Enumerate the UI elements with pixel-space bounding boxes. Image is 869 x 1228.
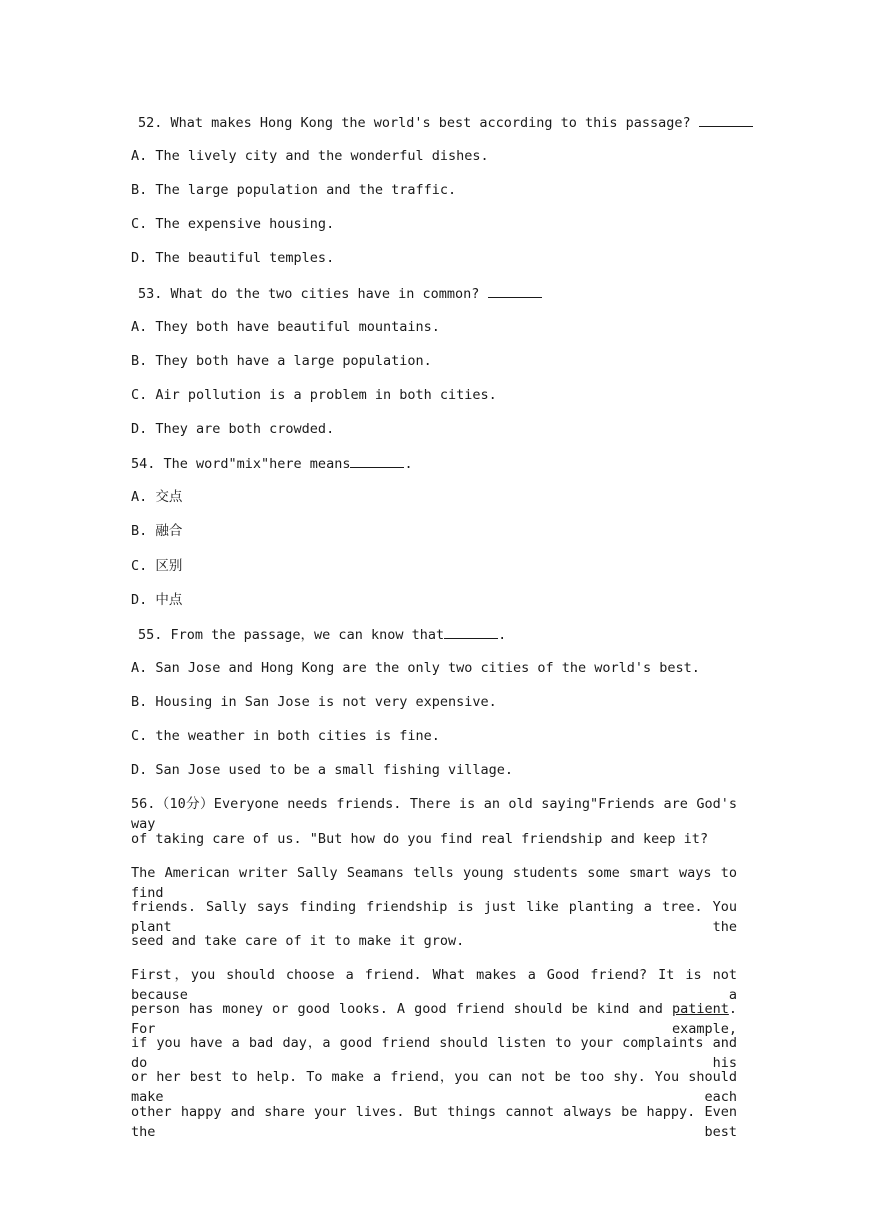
question-52-stem: 52. What makes Hong Kong the world's best according to this passage? (138, 112, 753, 133)
answer-blank (444, 624, 498, 639)
answer-blank (699, 112, 753, 127)
underlined-word: patient (671, 1001, 729, 1017)
passage-line: of taking care of us. "But how do you find real friendship and keep it? (131, 831, 709, 847)
passage-line: person has money or good looks. A good friend should be kind and patient. For example, (131, 1001, 737, 1037)
question-55-stem: 55. From the passage，we can know that . (138, 624, 506, 645)
answer-blank (350, 453, 404, 468)
question-55-option-a: A. San Jose and Hong Kong are the only two cities of the world's best. (131, 660, 700, 676)
question-53-option-a: A. They both have beautiful mountains. (131, 319, 440, 335)
passage-line: First，you should choose a friend. What makes a Good friend? It is not because a (131, 967, 737, 1003)
passage-line: if you have a bad day，a good friend should listen to your complaints and do his (131, 1035, 737, 1071)
question-54-option-b: B. 融合 (131, 523, 183, 539)
question-55-option-c: C. the weather in both cities is fine. (131, 728, 440, 744)
question-54-stem: 54. The word"mix"here means . (131, 453, 413, 474)
passage-line: other happy and share your lives. But things cannot always be happy. Even the best (131, 1104, 737, 1140)
question-52-option-d: D. The beautiful temples. (131, 250, 335, 266)
passage-line: or her best to help. To make a friend，you can not be too shy. You should make each (131, 1069, 737, 1105)
question-52-option-b: B. The large population and the traffic. (131, 182, 457, 198)
passage-line: The American writer Sally Seamans tells young students some smart ways to find (131, 865, 737, 901)
passage-line: friends. Sally says finding friendship is just like planting a tree. You plant the (131, 899, 737, 935)
passage-line: 56.（10分）Everyone needs friends. There is an old saying"Friends are God's way (131, 796, 737, 832)
question-52-option-a: A. The lively city and the wonderful dishes. (131, 148, 489, 164)
question-54-option-c: C. 区别 (131, 558, 183, 574)
question-55-option-d: D. San Jose used to be a small fishing village. (131, 762, 514, 778)
question-54-option-a: A. 交点 (131, 489, 183, 505)
answer-blank (488, 283, 542, 298)
question-55-option-b: B. Housing in San Jose is not very expensive. (131, 694, 497, 710)
passage-line: seed and take care of it to make it grow. (131, 933, 465, 949)
question-53-option-b: B. They both have a large population. (131, 353, 432, 369)
question-53-option-d: D. They are both crowded. (131, 421, 335, 437)
question-53-stem: 53. What do the two cities have in common? (138, 283, 542, 304)
question-53-option-c: C. Air pollution is a problem in both cities. (131, 387, 497, 403)
question-52-option-c: C. The expensive housing. (131, 216, 335, 232)
question-54-option-d: D. 中点 (131, 592, 183, 608)
